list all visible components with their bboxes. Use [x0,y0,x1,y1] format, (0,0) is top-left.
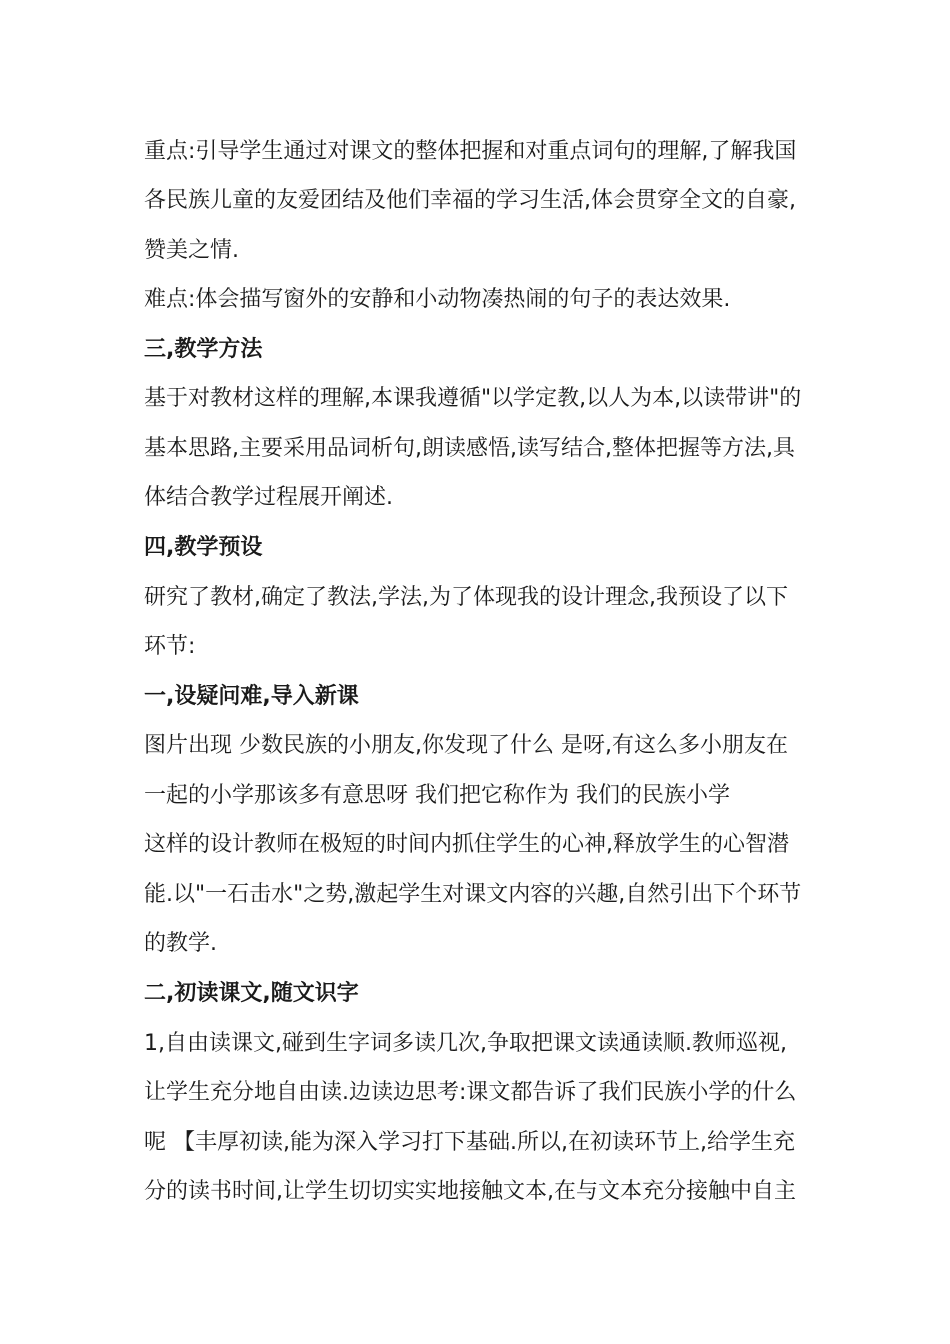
key-point-line-2: 各民族儿童的友爱团结及他们幸福的学习生活,体会贯穿全文的自豪, [144,188,796,213]
intro-paragraph-line-5: 的教学. [144,931,217,956]
difficulty-line: 难点:体会描写窗外的安静和小动物凑热闹的句子的表达效果. [144,287,731,312]
key-point-line-1: 重点:引导学生通过对课文的整体把握和对重点词句的理解,了解我国 [144,139,797,164]
intro-paragraph-line-3: 这样的设计教师在极短的时间内抓住学生的心神,释放学生的心智潜 [144,832,789,857]
subsection-heading-first-reading: 二,初读课文,随文识字 [144,981,359,1006]
reading-paragraph-line-3: 呢 【丰厚初读,能为深入学习打下基础.所以,在初读环节上,给学生充 [144,1130,795,1155]
method-paragraph-line-2: 基本思路,主要采用品词析句,朗读感悟,读写结合,整体把握等方法,具 [144,436,795,461]
section-heading-teaching-plan: 四,教学预设 [144,535,263,560]
intro-paragraph-line-2: 一起的小学那该多有意思呀 我们把它称作为 我们的民族小学 [144,783,730,808]
reading-paragraph-line-4: 分的读书时间,让学生切切实实地接触文本,在与文本充分接触中自主 [144,1179,796,1204]
method-paragraph-line-3: 体结合教学过程展开阐述. [144,485,393,510]
intro-paragraph-line-4: 能.以"一石击水"之势,激起学生对课文内容的兴趣,自然引出下个环节 [144,882,802,907]
subsection-heading-intro: 一,设疑问难,导入新课 [144,684,359,709]
plan-paragraph-line-1: 研究了教材,确定了教法,学法,为了体现我的设计理念,我预设了以下 [144,585,788,610]
intro-paragraph-line-1: 图片出现 少数民族的小朋友,你发现了什么 是呀,有这么多小朋友在 [144,733,788,758]
method-paragraph-line-1: 基于对教材这样的理解,本课我遵循"以学定教,以人为本,以读带讲"的 [144,386,802,411]
section-heading-teaching-method: 三,教学方法 [144,337,263,362]
key-point-line-3: 赞美之情. [144,238,239,263]
plan-paragraph-line-2: 环节: [144,634,196,659]
reading-paragraph-line-2: 让学生充分地自由读.边读边思考:课文都告诉了我们民族小学的什么 [144,1080,797,1105]
reading-paragraph-line-1: 1,自由读课文,碰到生字词多读几次,争取把课文读通读顺.教师巡视, [144,1031,787,1056]
